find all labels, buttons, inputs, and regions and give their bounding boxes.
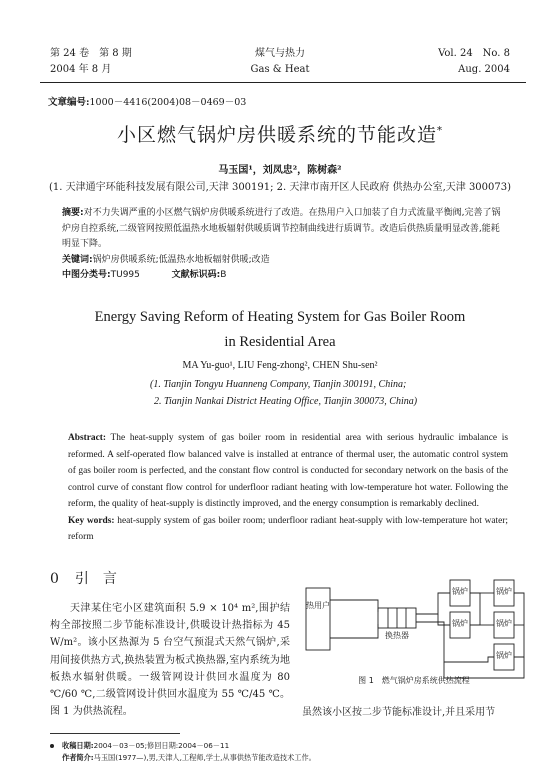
abstract-en <box>68 430 508 513</box>
boiler-label-5: 锅炉 <box>496 651 512 660</box>
clc-label: 中图分类号: <box>62 270 111 280</box>
abstract-cn <box>62 206 502 253</box>
doc-code-value: B <box>220 270 227 280</box>
abstract-en-label: Abstract: <box>68 433 107 443</box>
abstract-cn-label: 摘要: <box>62 208 84 218</box>
boiler-label-4: 锅炉 <box>496 619 512 628</box>
journal-name-en: Gas & Heat <box>250 64 310 75</box>
title-en-line1: Energy Saving Reform of Heating System for Gas Boiler Room <box>94 309 466 325</box>
header-right <box>438 46 510 78</box>
article-number-label: 文章编号: <box>48 97 90 108</box>
authors-cn: 马玉国¹，刘凤忠²，陈树森² <box>218 165 342 176</box>
keywords-en-text: heat-supply system of gas boiler room; underfloor radiant heat-supply with low-temperature hot water; reform <box>68 515 508 542</box>
section-title: 引 言 <box>74 571 117 587</box>
author-bio-label: 作者简介: <box>62 753 94 762</box>
header-divider <box>40 82 526 83</box>
boiler-label-3: 锅炉 <box>496 587 512 596</box>
footnote-dates <box>50 740 520 752</box>
authors-en: MA Yu-guo¹, LIU Feng-zhong², CHEN Shu-sen² <box>182 360 378 371</box>
abstract-cn-block <box>62 206 502 284</box>
boiler-label-2: 锅炉 <box>452 619 468 628</box>
classification-line <box>62 268 502 284</box>
keywords-cn-text: 锅炉房供暖系统;低温热水地板辐射供暖;改造 <box>92 254 270 265</box>
footnote-author <box>50 752 520 764</box>
doc-code-label: 文献标识码: <box>171 270 221 280</box>
title-cn <box>0 120 560 147</box>
hx-label: 换热器 <box>385 631 409 640</box>
boiler-label-1: 锅炉 <box>452 587 468 596</box>
journal-name-cn: 煤气与热力 <box>255 48 305 59</box>
author-bio: 马玉国(1977—),男,天津人,工程师,学士,从事供热节能改造技术工作。 <box>93 753 316 762</box>
body-right-column: 虽然该小区按二步节能标准设计,并且采用节 <box>302 707 496 718</box>
keywords-en-label: Key words: <box>68 515 115 526</box>
footnote <box>50 740 520 764</box>
affiliation-en-1: (1. Tianjin Tongyu Huanneng Company, Tianjin 300191, China; <box>150 379 407 390</box>
user-box <box>306 588 330 650</box>
received-label: 收稿日期: <box>62 741 94 750</box>
volume-issue-cn: 第 24 卷 第 8 期 <box>50 48 132 59</box>
figure-caption: 图 1 燃气锅炉房系统供热流程 <box>358 676 470 685</box>
keywords-cn <box>62 253 502 269</box>
user-label: 热用户 <box>306 601 330 610</box>
received-dates: 2004－03－05;修回日期:2004－06－11 <box>93 741 230 750</box>
abstract-cn-text: 对不力失调严重的小区燃气锅炉房供暖系统进行了改造。在热用户入口加装了自力式流量平衡阀,完善了锅炉房自控系统,二级管网按照低温热水地板辐射供暖质调节控制曲线进行质调节。改造后供热质量明显改善,能耗明显下降。 <box>62 208 501 249</box>
date-cn: 2004 年 8 月 <box>50 64 112 75</box>
abstract-en-text: The heat-supply system of gas boiler room in residential area with serious hydraulic imbalance is reformed. A self-operated flow balanced valve is installed at entrance of thermal user, the automatic control system of gas boiler room is perfected, and the constant flow control is conducted for secondary network on the basis of the control curve of constant flow control for underfloor radiant heating with low-temperature hot water. Following the reform, the quality of heat-supply is distinctly improved, and the energy consumption is remarkably declined. <box>68 433 508 509</box>
section-number: 0 <box>50 571 59 587</box>
date-en: Aug. 2004 <box>458 64 510 75</box>
title-note-mark: * <box>437 125 443 137</box>
title-en-line2: in Residential Area <box>224 334 336 350</box>
journal-header <box>0 0 560 82</box>
body-paragraph: 天津某住宅小区建筑面积 5.9 × 10⁴ m²,围护结构全部按照二步节能标准设计,供暖设计热指标为 45 W/m²。该小区热源为 5 台空气预混式天然气锅炉,采用间接供热方式,换热装置为板式换热器,室内系统为地板热水辐射供暖。一级管网设计供回水温度为 80 ℃/60 ℃,二级管网设计供回水温度为 55 ℃/45 ℃。图 1 为供热流程。 <box>50 603 290 718</box>
affiliation-en-2: 2. Tianjin Nankai District Heating Office, Tianjin 300073, China) <box>154 395 418 407</box>
keywords-cn-label: 关键词: <box>62 254 93 265</box>
footnote-divider <box>50 733 180 734</box>
article-number-value: 1000－4416(2004)08－0469－03 <box>89 97 247 108</box>
keywords-en <box>68 513 508 546</box>
abstract-en-block <box>68 430 508 546</box>
affiliations-cn: (1. 天津通宇环能科技发展有限公司,天津 300191; 2. 天津市南开区人民政府 供热办公室,天津 300073) <box>48 182 512 193</box>
title-cn-text: 小区燃气锅炉房供暖系统的节能改造 <box>116 124 437 146</box>
title-en <box>0 305 560 355</box>
volume-issue-en: Vol. 24 No. 8 <box>438 48 510 59</box>
section-heading <box>50 568 133 588</box>
body-left-column <box>50 600 290 720</box>
clc-value: TU995 <box>110 270 140 280</box>
article-number <box>48 94 246 108</box>
affiliations-en <box>150 377 480 410</box>
bullet-icon <box>50 744 54 748</box>
